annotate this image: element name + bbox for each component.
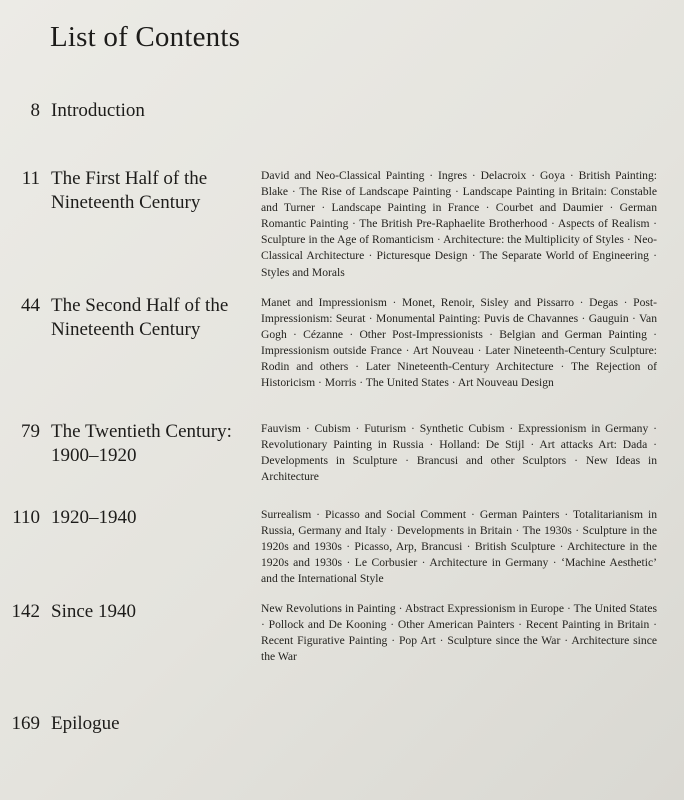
entry-title xyxy=(51,167,251,215)
entry-title-line: The Second Half of the xyxy=(51,295,229,316)
page-title: List of Contents xyxy=(50,21,241,53)
entry-title-line: 1900–1920 xyxy=(51,445,137,466)
entry-description: David and Neo-Classical Painting · Ingres · Delacroix · Goya · British Painting: Blake · The Rise of Landscape Painting · Landscape Painting in Britain: Constable and Turner · Landscape Painting in France · Courbet and Daumier · German Romantic Painting · The British Pre-Raphaelite Brotherhood · Aspects of Realism · Sculpture in the Age of Romanticism · Architecture: the Multiplicity of Styles · Neo-Classical Architecture · Picturesque Design · The Separate World of Engineering · Styles and Morals xyxy=(261,169,657,279)
entry-title-line: Introduction xyxy=(51,100,145,121)
entry-title-line: 1920–1940 xyxy=(51,507,137,528)
entry-title-line: Since 1940 xyxy=(51,601,136,622)
entry-title-line: Nineteenth Century xyxy=(51,192,201,213)
entry-description: Fauvism · Cubism · Futurism · Synthetic Cubism · Expressionism in Germany · Revolutionary Painting in Russia · Holland: De Stijl · Art attacks Art: Dada · Developments in Sculpture · Brancusi and other Sculptors · New Ideas in Architecture xyxy=(261,422,657,484)
entry-description: New Revolutions in Painting · Abstract Expressionism in Europe · The United States · Pollock and De Kooning · Other American Painters · Recent Painting in Britain · Recent Figurative Painting · Pop Art · Sculpture since the War · Architecture since the War xyxy=(261,602,657,664)
entry-title xyxy=(51,420,251,468)
entry-description: Manet and Impressionism · Monet, Renoir, Sisley and Pissarro · Degas · Post-Impressionism: Seurat · Monumental Painting: Puvis de Chavannes · Gauguin · Van Gogh · Cézanne · Other Post-Impressionists · Belgian and German Painting · Impressionism outside France · Art Nouveau · Later Nineteenth-Century Sculpture: Rodin and others · Later Nineteenth-Century Architecture · The Rejection of Historicism · Morris · The United States · Art Nouveau Design xyxy=(261,296,657,390)
entry-title xyxy=(51,712,251,736)
entry-title-line: Epilogue xyxy=(51,713,120,734)
entry-title xyxy=(51,506,251,530)
page-number: 142 xyxy=(11,601,40,622)
entry-description: Surrealism · Picasso and Social Comment · German Painters · Totalitarianism in Russia, Germany and Italy · Developments in Britain · The 1930s · Sculpture in the 1920s and 1930s · Picasso, Arp, Brancusi · British Sculpture · Architecture in the 1920s and 1930s · Le Corbusier · Architecture in Germany · ‘Machine Aesthetic’ and the International Style xyxy=(261,508,657,586)
page-number: 8 xyxy=(30,100,40,121)
entry-title-line: The Twentieth Century: xyxy=(51,421,232,442)
page-number: 110 xyxy=(12,507,40,528)
entry-title xyxy=(51,600,251,624)
page-number: 79 xyxy=(21,421,40,442)
page-number: 44 xyxy=(21,295,40,316)
entry-title xyxy=(51,99,251,123)
page-number: 169 xyxy=(11,713,40,734)
entry-title-line: Nineteenth Century xyxy=(51,319,201,340)
entry-title-line: The First Half of the xyxy=(51,168,208,189)
entry-title xyxy=(51,294,251,342)
page-number: 11 xyxy=(21,168,40,189)
